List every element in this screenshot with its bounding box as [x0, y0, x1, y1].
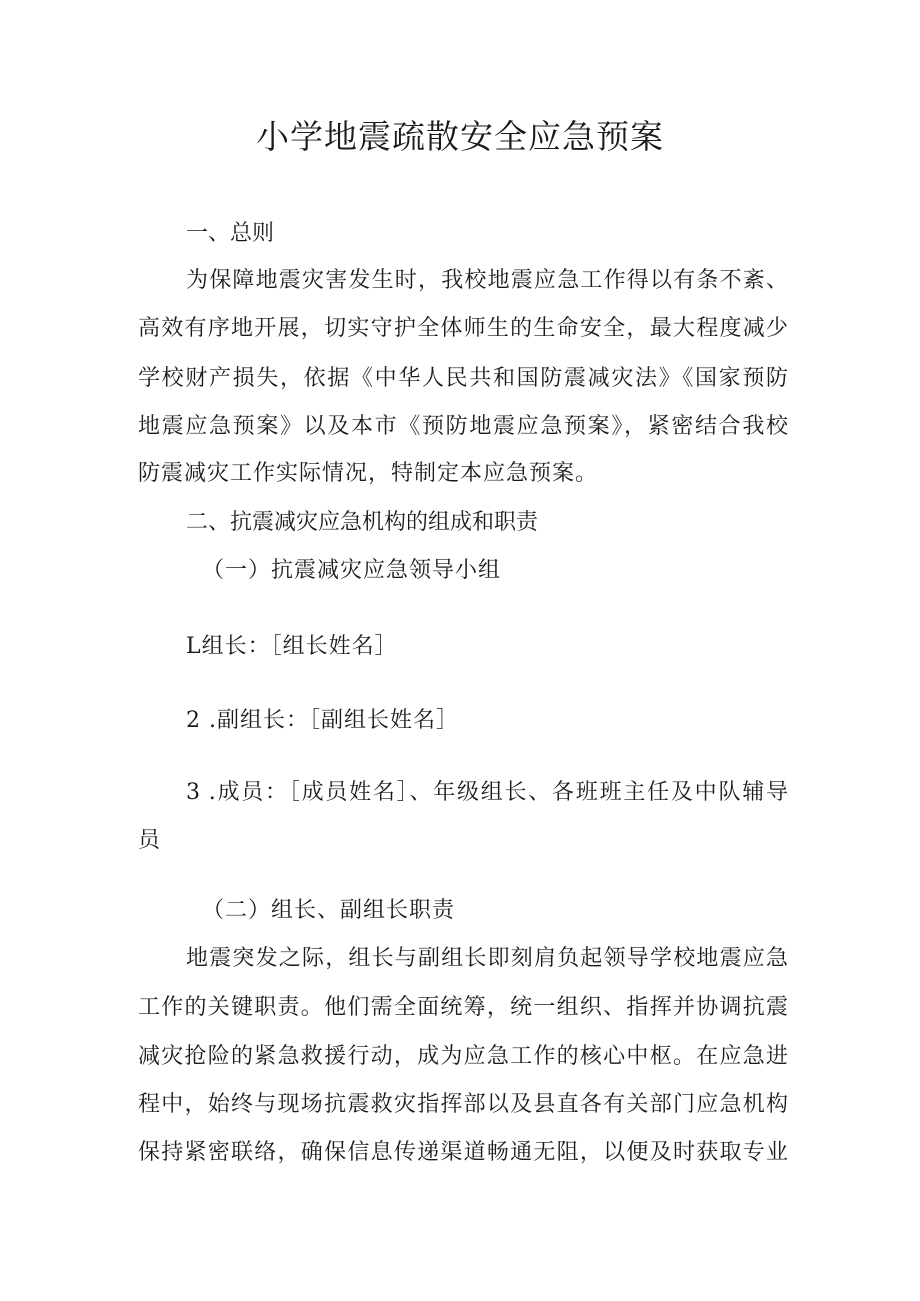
paragraph-line: 防震减灾工作实际情况，特制定本应急预案。: [138, 461, 599, 486]
document-title: 小学地震疏散安全应急预案: [256, 117, 664, 156]
paragraph-line: 减灾抢险的紧急救援行动，成为应急工作的核心中枢。在应急进: [138, 1044, 788, 1069]
paragraph-line: 为保障地震灾害发生时，我校地震应急工作得以有条不紊、: [186, 268, 788, 293]
paragraph-line: 程中，始终与现场抗震救灾指挥部以及县直各有关部门应急机构: [138, 1092, 788, 1117]
paragraph-line: 地震突发之际，组长与副组长即刻肩负起领导学校地震应急: [186, 946, 788, 971]
paragraph-line: 保持紧密联络，确保信息传递渠道畅通无阻，以便及时获取专业: [138, 1140, 788, 1165]
section-heading-general: 一、总则: [186, 221, 275, 246]
list-item-members: 3 .成员：［成员姓名］、年级组长、各班班主任及中队辅导: [186, 780, 788, 805]
list-item-deputy-leader: 2 .副组长：［副组长姓名］: [186, 708, 459, 733]
subsection-heading-leader-duties: （二）组长、副组长职责: [202, 898, 456, 923]
paragraph-line: 高效有序地开展，切实守护全体师生的生命安全，最大程度减少: [138, 316, 788, 341]
paragraph-line: 学校财产损失，依据《中华人民共和国防震减灾法》《国家预防: [138, 366, 788, 391]
list-item-leader: L组长：［组长姓名］: [186, 634, 398, 659]
list-item-members-continued: 员: [138, 828, 161, 853]
paragraph-line: 地震应急预案》以及本市《预防地震应急预案》，紧密结合我校: [138, 414, 788, 439]
section-heading-organization: 二、抗震减灾应急机构的组成和职责: [186, 510, 539, 535]
paragraph-line: 工作的关键职责。他们需全面统筹，统一组织、指挥并协调抗震: [138, 995, 788, 1020]
subsection-heading-leadership-group: （一）抗震减灾应急领导小组: [202, 558, 502, 583]
